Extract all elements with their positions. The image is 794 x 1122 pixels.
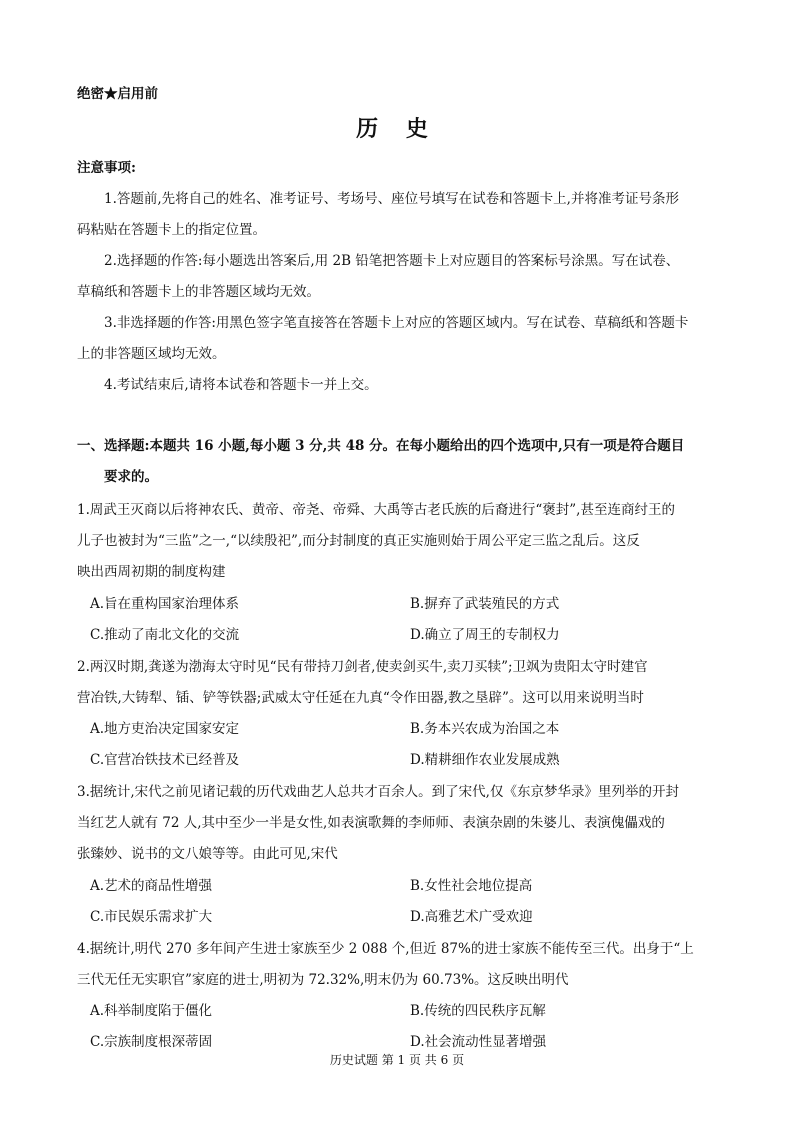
- question-3-option-b: B.女性社会地位提高: [410, 878, 533, 894]
- question-1-text: 映出西周初期的制度构建: [77, 564, 226, 580]
- note-line: 码粘贴在答题卡上的指定位置。: [77, 222, 266, 238]
- question-3-option-a: A.艺术的商品性增强: [90, 878, 213, 894]
- section-heading-cont: 要求的。: [104, 469, 158, 485]
- question-1-option-c: C.推动了南北文化的交流: [90, 627, 240, 643]
- question-4-option-b: B.传统的四民秩序瓦解: [410, 1003, 546, 1019]
- page-title: 历 史: [356, 116, 438, 142]
- notes-heading: 注意事项:: [77, 160, 136, 176]
- question-1-text: 儿子也被封为“三监”之一,“以续殷祀”,而分封制度的真正实施则始于周公平定三监之乱后。这反: [77, 533, 640, 549]
- note-line: 上的非答题区域均无效。: [77, 346, 226, 362]
- section-heading: 一、选择题:本题共 16 小题,每小题 3 分,共 48 分。在每小题给出的四个选项中,只有一项是符合题目: [77, 438, 685, 454]
- question-3-text: 当红艺人就有 72 人,其中至少一半是女性,如表演歌舞的李师师、表演杂剧的朱婆儿、表演傀儡戏的: [77, 815, 665, 831]
- question-1-text: 1.周武王灭商以后将神农氏、黄帝、帝尧、帝舜、大禹等古老氏族的后裔进行“褒封”,甚至连商纣王的: [77, 502, 675, 518]
- question-3-option-d: D.高雅艺术广受欢迎: [410, 909, 533, 925]
- note-line: 2.选择题的作答:每小题选出答案后,用 2B 铅笔把答题卡上对应题目的答案标号涂黑。写在试卷、: [104, 253, 680, 269]
- question-2-option-d: D.精耕细作农业发展成熟: [410, 752, 560, 768]
- page-footer: 历史试题 第 1 页 共 6 页: [329, 1053, 465, 1067]
- question-1-option-a: A.旨在重构国家治理体系: [90, 596, 240, 612]
- question-4-text: 三代无任无实职官”家庭的进士,明初为 72.32%,明末仍为 60.73%。这反映出明代: [77, 972, 569, 988]
- note-line: 3.非选择题的作答:用黑色签字笔直接答在答题卡上对应的答题区域内。写在试卷、草稿纸和答题卡: [104, 315, 689, 331]
- question-3-text: 张臻妙、说书的文八娘等等。由此可见,宋代: [77, 846, 338, 862]
- question-3-text: 3.据统计,宋代之前见诸记载的历代戏曲艺人总共才百余人。到了宋代,仅《东京梦华录》里列举的开封: [77, 784, 679, 800]
- question-4-option-a: A.科举制度陷于僵化: [90, 1003, 213, 1019]
- note-line: 1.答题前,先将自己的姓名、准考证号、考场号、座位号填写在试卷和答题卡上,并将准考证号条形: [104, 191, 679, 207]
- question-4-option-d: D.社会流动性显著增强: [410, 1034, 547, 1050]
- note-line: 4.考试结束后,请将本试卷和答题卡一并上交。: [104, 377, 378, 393]
- question-3-option-c: C.市民娱乐需求扩大: [90, 909, 213, 925]
- question-4-option-c: C.宗族制度根深蒂固: [90, 1034, 213, 1050]
- question-2-option-c: C.官营冶铁技术已经普及: [90, 752, 240, 768]
- note-line: 草稿纸和答题卡上的非答题区域均无效。: [77, 284, 320, 300]
- question-2-text: 2.两汉时期,龚遂为渤海太守时见“民有带持刀剑者,使卖剑买牛,卖刀买犊”;卫飒为贵阳太守时建官: [77, 659, 648, 675]
- secret-mark: 绝密★启用前: [77, 86, 158, 102]
- question-2-text: 营冶铁,大铸犁、锸、铲等铁器;武威太守任延在九真“令作田器,教之垦辟”。这可以用来说明当时: [77, 690, 644, 706]
- question-1-option-d: D.确立了周王的专制权力: [410, 627, 560, 643]
- question-2-option-a: A.地方吏治决定国家安定: [90, 721, 240, 737]
- question-4-text: 4.据统计,明代 270 多年间产生进士家族至少 2 088 个,但近 87%的进士家族不能传至三代。出身于“上: [77, 941, 694, 957]
- question-1-option-b: B.摒弃了武装殖民的方式: [410, 596, 560, 612]
- question-2-option-b: B.务本兴农成为治国之本: [410, 721, 560, 737]
